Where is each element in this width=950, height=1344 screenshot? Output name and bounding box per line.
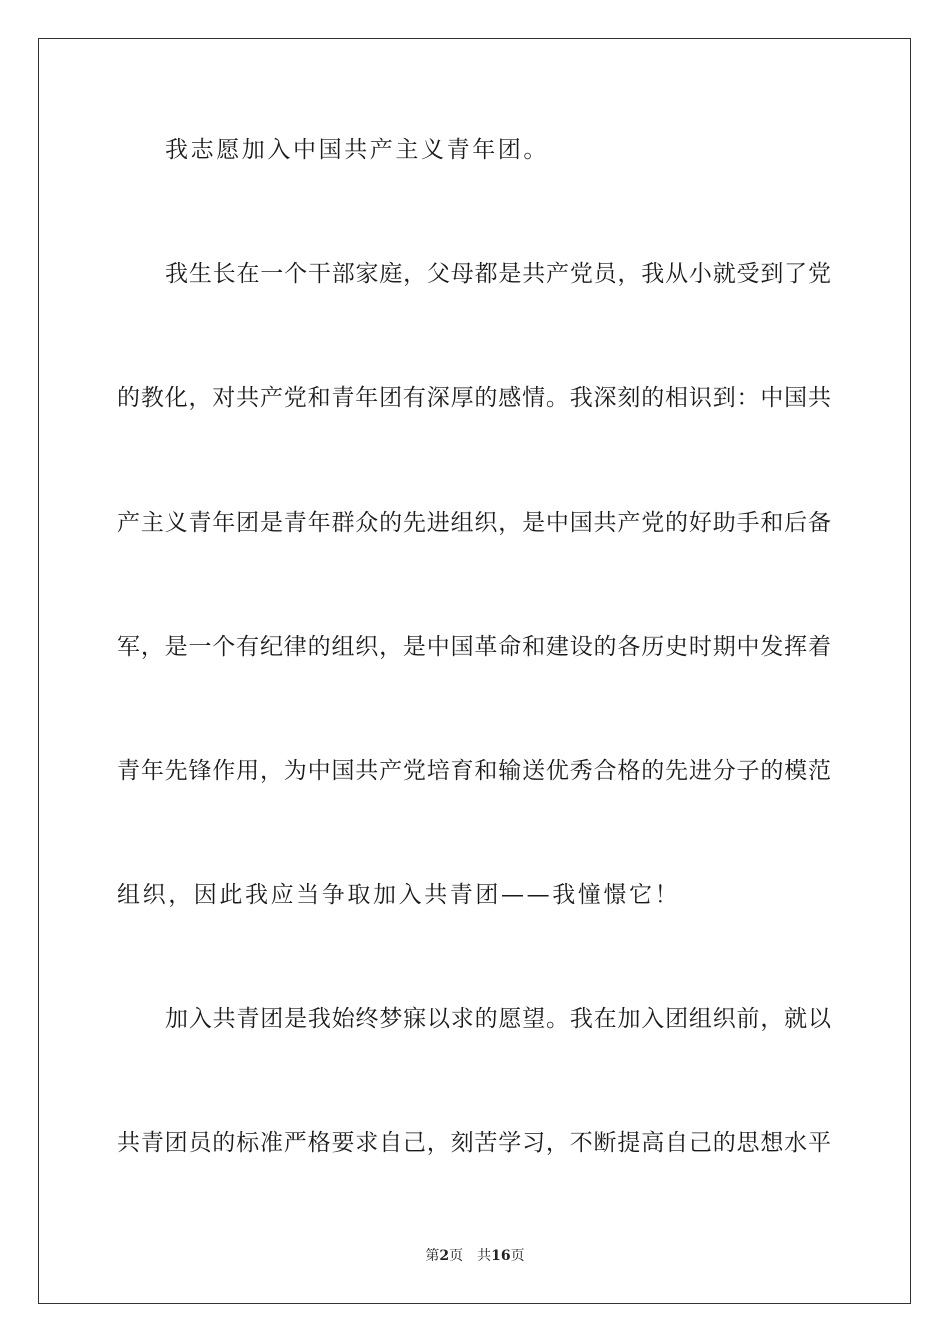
page-number: 2	[439, 1248, 450, 1264]
paragraph-line-7: 组织，因此我应当争取加入共青团——我憧憬它！	[117, 882, 681, 908]
page-footer	[0, 1247, 950, 1265]
total-suffix: 页	[510, 1248, 525, 1264]
paragraph-line-4: 产主义青年团是青年群众的先进组织，是中国共产党的好助手和后备	[117, 510, 831, 536]
paragraph-line-1: 我志愿加入中国共产主义青年团。	[165, 137, 549, 163]
paragraph-line-8: 加入共青团是我始终梦寐以求的愿望。我在加入团组织前，就以	[165, 1006, 831, 1032]
paragraph-line-2: 我生长在一个干部家庭，父母都是共产党员，我从小就受到了党	[165, 261, 831, 287]
page-prefix: 第	[425, 1248, 440, 1264]
page-suffix: 页	[449, 1248, 464, 1264]
total-prefix: 共	[477, 1248, 492, 1264]
paragraph-line-9: 共青团员的标准严格要求自己，刻苦学习，不断提高自己的思想水平	[117, 1130, 831, 1156]
paragraph-line-6: 青年先锋作用，为中国共产党培育和输送优秀合格的先进分子的模范	[117, 758, 831, 784]
page-border	[38, 38, 911, 1304]
paragraph-line-5: 军，是一个有纪律的组织，是中国革命和建设的各历史时期中发挥着	[117, 634, 831, 660]
paragraph-line-3: 的教化，对共产党和青年团有深厚的感情。我深刻的相识到：中国共	[117, 385, 831, 411]
total-pages: 16	[491, 1248, 511, 1264]
